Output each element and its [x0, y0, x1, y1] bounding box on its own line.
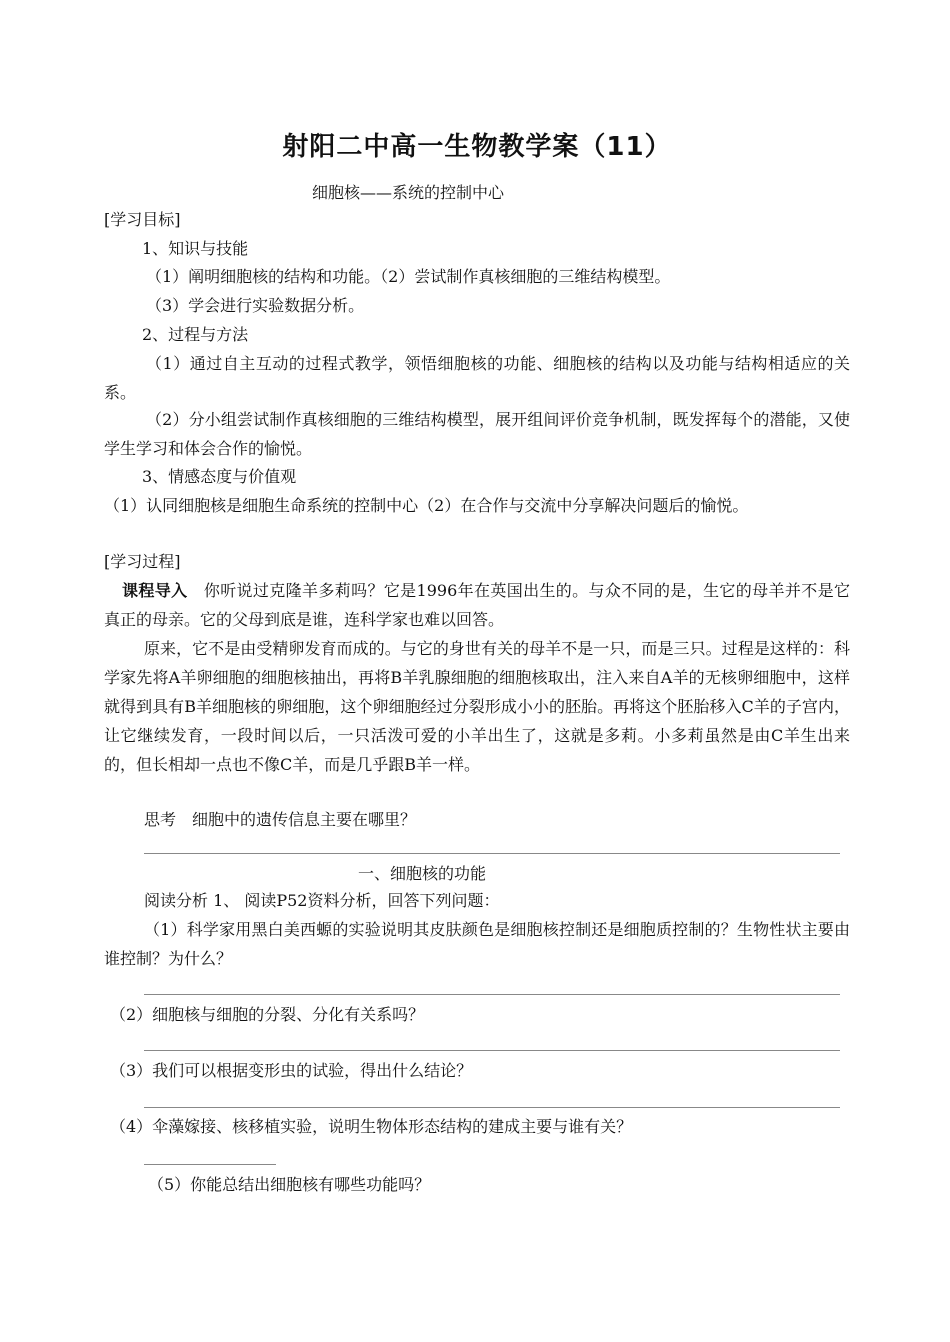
intro-paragraph — [104, 576, 850, 634]
goals-s1-line-1: （1）阐明细胞核的结构和功能。（2）尝试制作真核细胞的三维结构模型。 — [146, 267, 671, 286]
answer-line — [144, 994, 840, 995]
goals-section-2: 2、过程与方法 — [142, 325, 249, 344]
goals-section-3: 3、情感态度与价值观 — [142, 467, 297, 486]
think-question: 思考 细胞中的遗传信息主要在哪里？ — [144, 810, 417, 829]
answer-line — [144, 1164, 276, 1165]
goals-s1-line-2: （3）学会进行实验数据分析。 — [146, 296, 365, 315]
answer-line — [144, 1107, 840, 1108]
answer-line — [144, 1050, 840, 1051]
goals-section-1: 1、知识与技能 — [142, 239, 249, 258]
goals-s2-para-2: （2）分小组尝试制作真核细胞的三维结构模型，展开组间评价竞争机制，既发挥每个的潜能，又使学生学习和体会合作的愉悦。 — [104, 410, 850, 458]
process-header: [学习过程] — [104, 552, 181, 571]
goals-s2-para-1: （1）通过自主互动的过程式教学，领悟细胞核的功能、细胞核的结构以及功能与结构相适应的关系。 — [104, 354, 850, 402]
question-5: （5）你能总结出细胞核有哪些功能吗？ — [148, 1175, 431, 1194]
section-heading: 一、细胞核的功能 — [358, 864, 487, 883]
goals-s3-para-1: （1）认同细胞核是细胞生命系统的控制中心（2）在合作与交流中分享解决问题后的愉悦。 — [104, 496, 749, 515]
goals-header: [学习目标] — [104, 210, 181, 229]
answer-line — [144, 853, 840, 854]
story-paragraph: 原来，它不是由受精卵发育而成的。与它的身世有关的母羊不是一只，而是三只。过程是这样的：科学家先将A羊卵细胞的细胞核抽出，再将B羊乳腺细胞的细胞核取出，注入来自A羊的无核卵细胞中，这样就得到具有B羊细胞核的卵细胞，这个卵细胞经过分裂形成小小的胚胎。再将这个胚胎移入C羊的子宫内，让它继续发育，一段时间以后，一只活泼可爱的小羊出生了，这就是多莉。小多莉虽然是由C羊生出来的，但长相却一点也不像C羊，而是几乎跟B羊一样。 — [104, 639, 850, 774]
page-subtitle: 细胞核——系统的控制中心 — [312, 183, 505, 202]
read-instruction: 阅读分析 1、 阅读P52资料分析，回答下列问题： — [144, 891, 500, 910]
question-2: （2）细胞核与细胞的分裂、分化有关系吗？ — [110, 1005, 425, 1024]
intro-text: 你听说过克隆羊多莉吗？它是1996年在英国出生的。与众不同的是，生它的母羊并不是它真正的母亲。它的父母到底是谁，连科学家也难以回答。 — [104, 581, 850, 629]
question-3: （3）我们可以根据变形虫的试验，得出什么结论？ — [110, 1061, 473, 1080]
question-4: （4）伞藻嫁接、核移植实验，说明生物体形态结构的建成主要与谁有关？ — [110, 1117, 633, 1136]
page-title: 射阳二中高一生物教学案（11） — [282, 132, 672, 162]
question-1: （1）科学家用黑白美西螈的实验说明其皮肤颜色是细胞核控制还是细胞质控制的？生物性状主要由谁控制？为什么？ — [104, 920, 850, 968]
intro-label: 课程导入 — [122, 581, 188, 600]
